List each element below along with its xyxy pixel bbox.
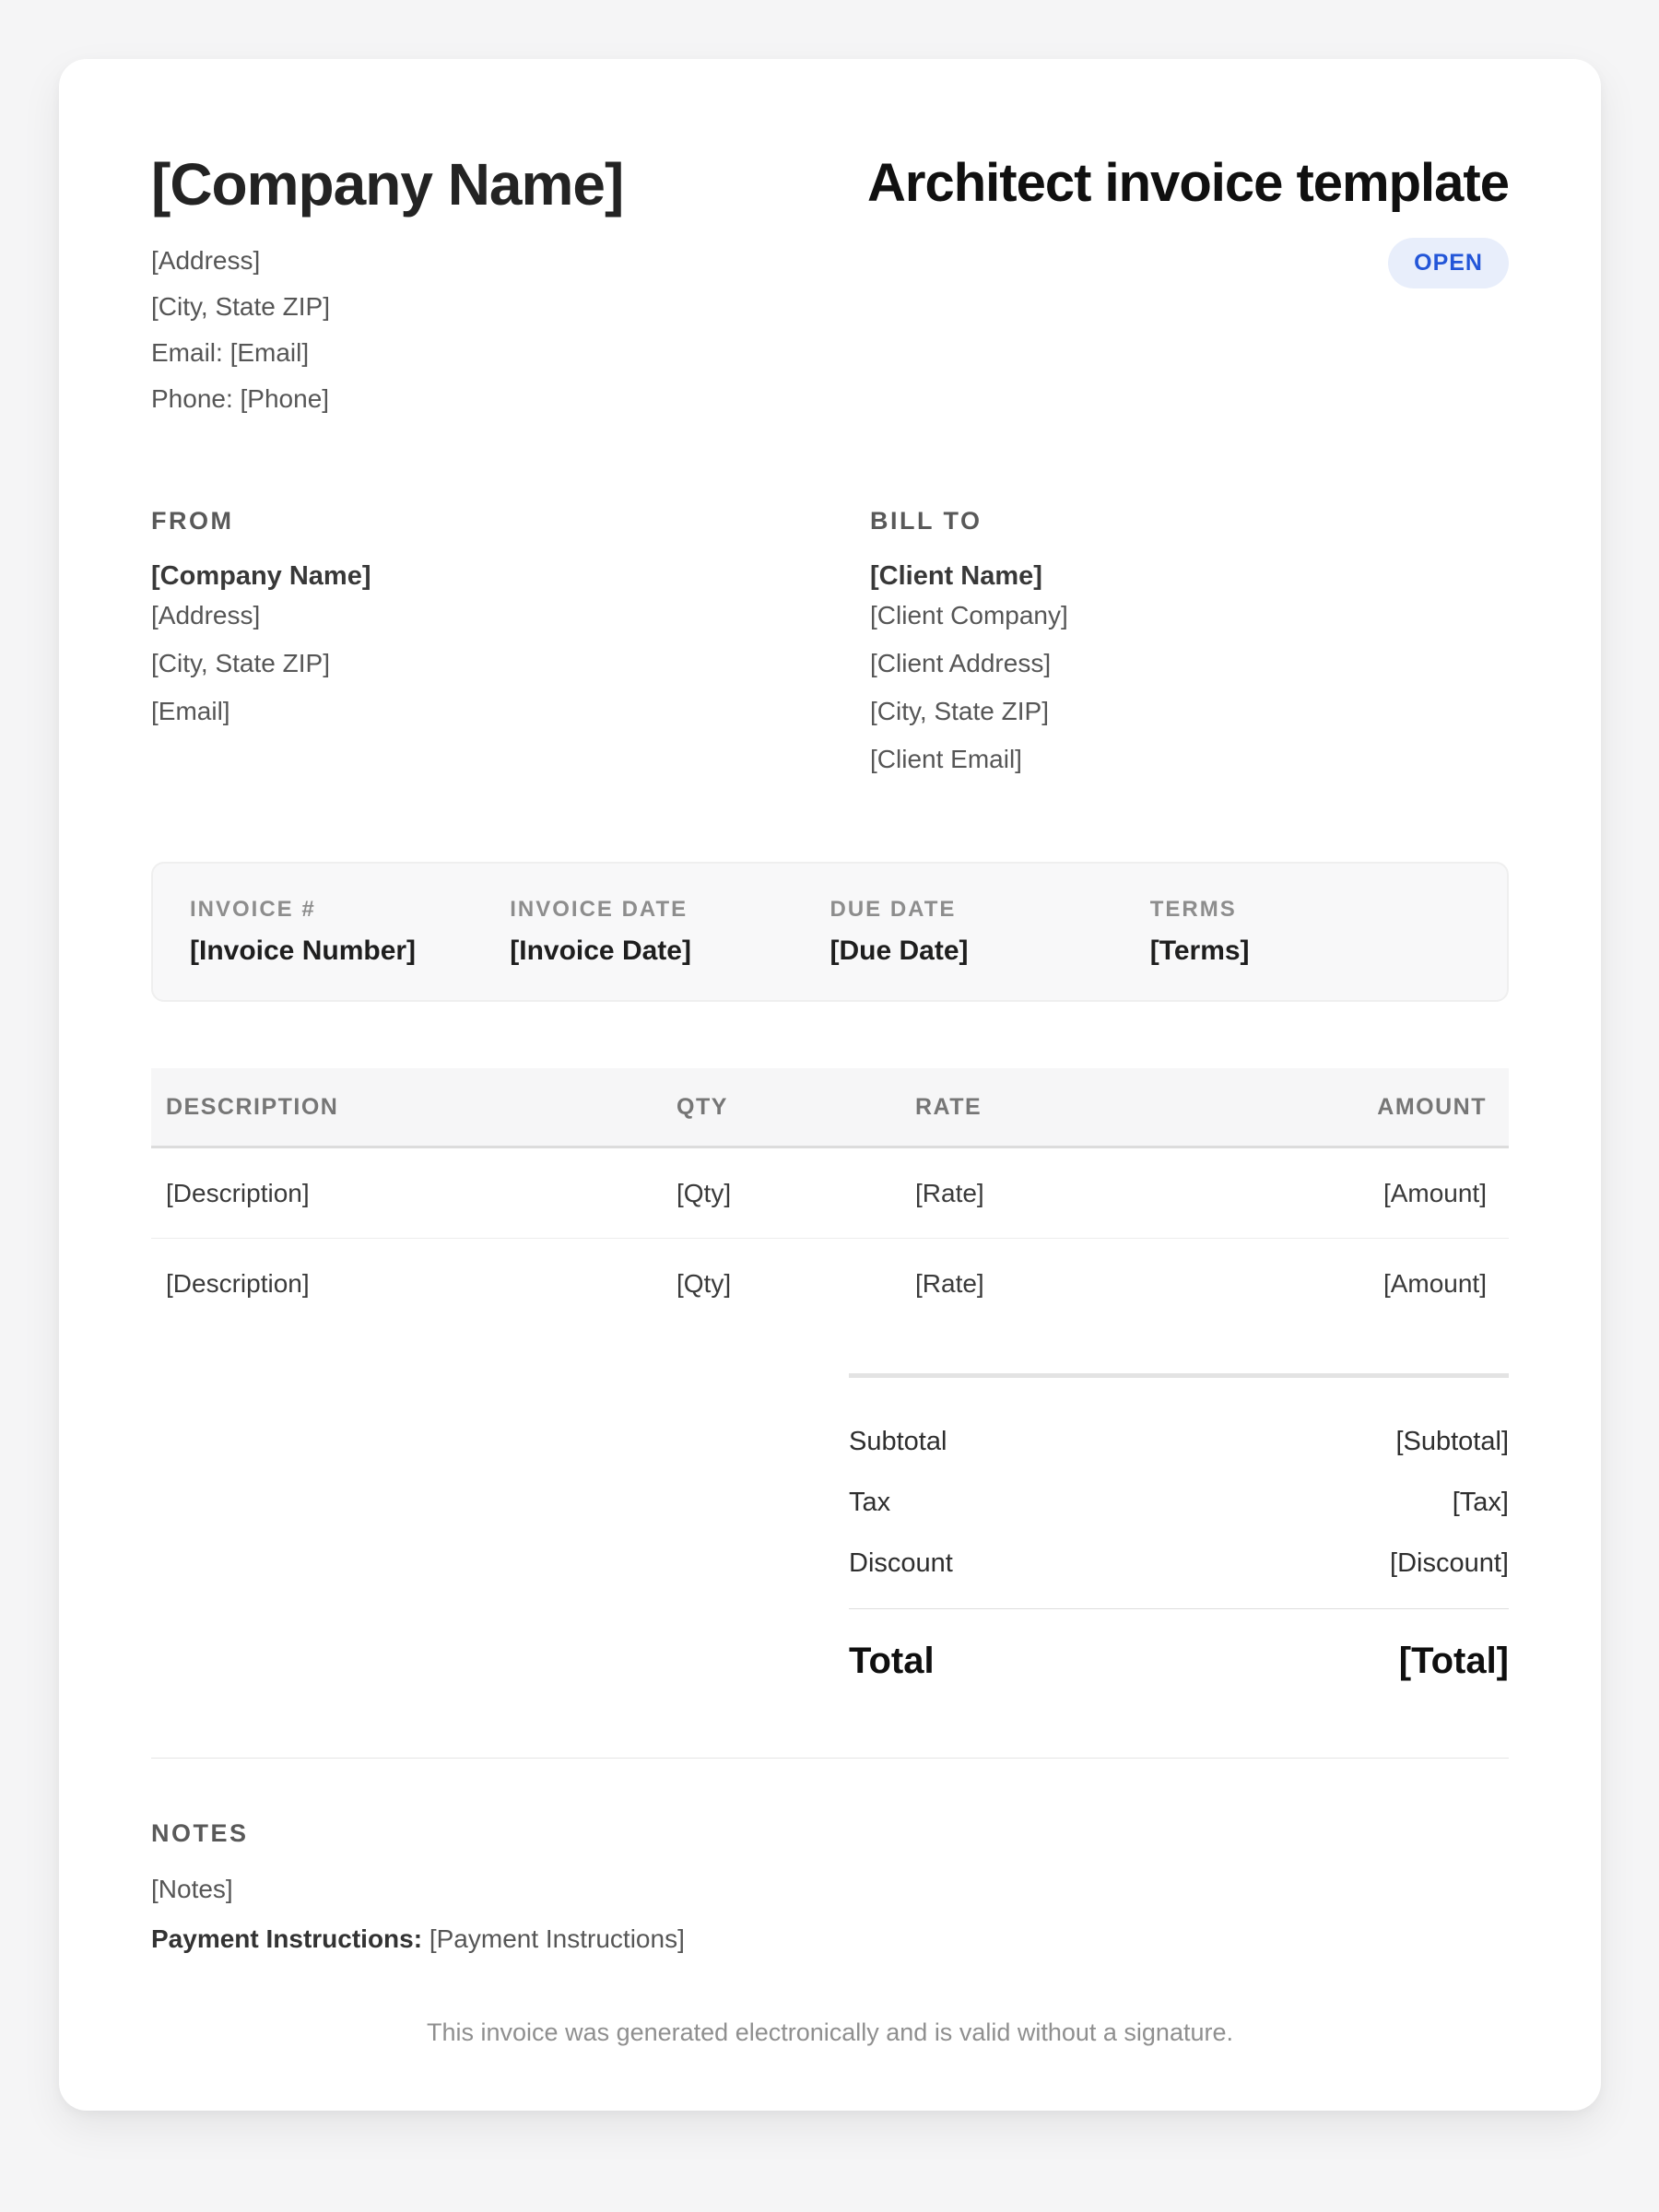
cell-qty: [Qty] xyxy=(677,1178,732,1207)
table-header-row xyxy=(151,1068,1509,1148)
discount-value: [Discount] xyxy=(1390,1548,1509,1578)
discount-row xyxy=(849,1533,1509,1594)
company-phone-line: Phone: [Phone] xyxy=(151,384,330,413)
cell-qty: [Qty] xyxy=(677,1269,732,1298)
from-label: FROM xyxy=(151,507,234,535)
discount-label: Discount xyxy=(849,1548,953,1578)
notes-body: [Notes] xyxy=(151,1875,233,1903)
payment-instructions-value: [Payment Instructions] xyxy=(429,1924,685,1953)
cell-amount: [Amount] xyxy=(1382,1178,1487,1207)
client-company-line: [Client Company] xyxy=(870,601,1068,629)
company-email-line: Email: [Email] xyxy=(151,338,310,367)
subtotal-label: Subtotal xyxy=(849,1427,947,1456)
totals-rows xyxy=(849,1378,1509,1594)
totals-section xyxy=(849,1373,1509,1682)
due-date-value: [Due Date] xyxy=(830,935,969,966)
meta-invoice-date xyxy=(510,897,830,967)
cell-description: [Description] xyxy=(166,1178,310,1207)
from-city-line: [City, State ZIP] xyxy=(151,649,330,677)
page-title: Architect invoice template xyxy=(867,153,1509,213)
company-block xyxy=(151,151,623,422)
meta-terms xyxy=(1150,897,1470,967)
footer-disclaimer: This invoice was generated electronically and is valid without a signature. xyxy=(427,2018,1233,2046)
cell-description: [Description] xyxy=(166,1269,310,1298)
terms-value: [Terms] xyxy=(1149,935,1250,966)
payment-instructions-label: Payment Instructions: xyxy=(151,1924,429,1953)
header xyxy=(151,151,1509,422)
company-name: [Company Name] xyxy=(151,151,624,218)
parties-section xyxy=(151,505,1509,783)
column-header-amount: AMOUNT xyxy=(1377,1093,1487,1120)
company-city-line: [City, State ZIP] xyxy=(151,292,330,321)
invoice-date-label: INVOICE DATE xyxy=(510,897,688,922)
total-row xyxy=(849,1609,1509,1682)
notes-section xyxy=(151,1818,1509,1961)
header-right xyxy=(867,151,1509,288)
tax-row xyxy=(849,1472,1509,1533)
status-badge: OPEN xyxy=(1388,238,1509,288)
subtotal-value: [Subtotal] xyxy=(1395,1427,1509,1456)
from-email-line: [Email] xyxy=(151,697,230,725)
due-date-label: DUE DATE xyxy=(830,897,957,922)
column-header-qty: QTY xyxy=(677,1093,728,1120)
total-label: Total xyxy=(849,1641,935,1681)
from-block xyxy=(151,505,870,783)
client-city-line: [City, State ZIP] xyxy=(870,697,1049,725)
table-row xyxy=(151,1148,1509,1239)
total-value: [Total] xyxy=(1398,1641,1509,1681)
line-items-table xyxy=(151,1068,1509,1329)
bill-to-block xyxy=(870,505,1509,783)
tax-value: [Tax] xyxy=(1452,1488,1509,1517)
cell-rate: [Rate] xyxy=(915,1178,984,1207)
from-address-line: [Address] xyxy=(151,601,261,629)
from-name: [Company Name] xyxy=(151,561,371,591)
cell-amount: [Amount] xyxy=(1382,1269,1487,1298)
invoice-card xyxy=(59,59,1601,2111)
client-email-line: [Client Email] xyxy=(870,745,1022,773)
company-address-line: [Address] xyxy=(151,246,261,275)
invoice-meta-box xyxy=(151,862,1509,1002)
subtotal-row xyxy=(849,1411,1509,1472)
payment-instructions-line xyxy=(151,1917,1509,1961)
meta-due-date xyxy=(830,897,1150,967)
client-name: [Client Name] xyxy=(870,561,1042,591)
client-address-line: [Client Address] xyxy=(870,649,1052,677)
meta-invoice-number xyxy=(190,897,510,967)
terms-label: TERMS xyxy=(1149,897,1237,922)
notes-top-divider xyxy=(151,1758,1509,1759)
cell-rate: [Rate] xyxy=(915,1269,984,1298)
invoice-number-value: [Invoice Number] xyxy=(190,935,417,966)
notes-label: NOTES xyxy=(151,1819,249,1847)
tax-label: Tax xyxy=(849,1488,891,1517)
table-row xyxy=(151,1239,1509,1329)
bill-to-label: BILL TO xyxy=(870,507,982,535)
invoice-number-label: INVOICE # xyxy=(190,897,316,922)
invoice-date-value: [Invoice Date] xyxy=(510,935,691,966)
column-header-description: DESCRIPTION xyxy=(166,1093,339,1120)
column-header-rate: RATE xyxy=(915,1093,982,1120)
company-contact-lines xyxy=(151,238,623,422)
